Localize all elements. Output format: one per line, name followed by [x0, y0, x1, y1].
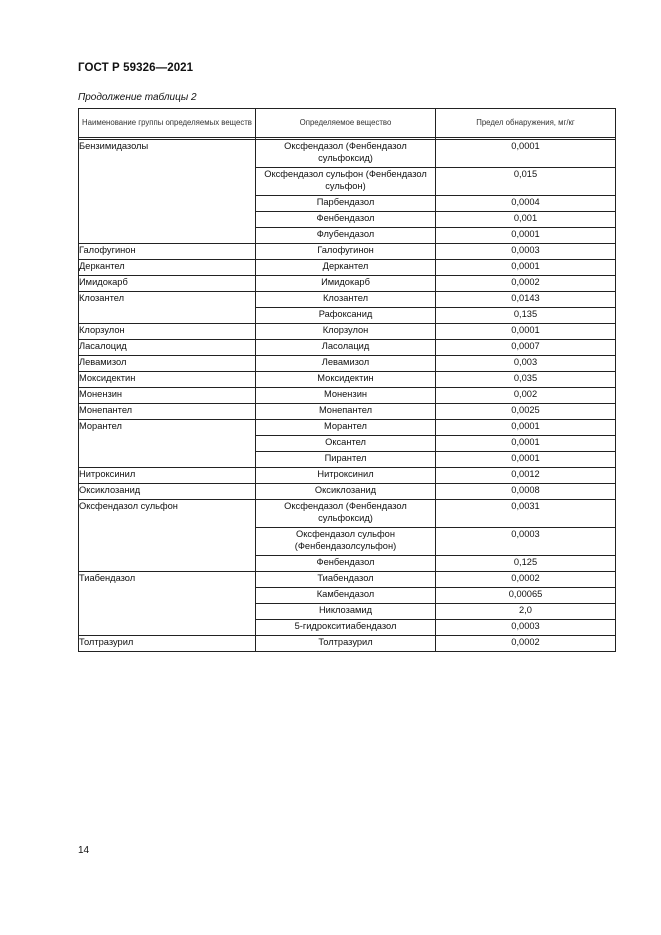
document-code: ГОСТ Р 59326—2021: [78, 62, 194, 74]
group-name-cell: Галофугинон: [79, 244, 256, 260]
detection-limit-cell: 0,00065: [436, 588, 616, 604]
detection-limit-cell: 0,002: [436, 388, 616, 404]
table-row: [79, 500, 616, 528]
detection-limits-table: [78, 108, 616, 652]
substance-cell: Парбендазол: [256, 196, 436, 212]
group-name-cell: Оксиклозанид: [79, 484, 256, 500]
detection-limit-cell: 0,0002: [436, 276, 616, 292]
detection-limit-cell: 0,0031: [436, 500, 616, 528]
table-row: [79, 260, 616, 276]
detection-limit-cell: 0,015: [436, 168, 616, 196]
substance-cell: Ласолацид: [256, 340, 436, 356]
substance-cell: Фенбендазол: [256, 556, 436, 572]
substance-cell: Имидокарб: [256, 276, 436, 292]
group-name-cell: Бензимидазолы: [79, 140, 256, 244]
table-row: [79, 372, 616, 388]
table-row: [79, 356, 616, 372]
column-header-group: Наименование группы определяемых веществ: [79, 109, 256, 138]
substance-cell: Морантел: [256, 420, 436, 436]
detection-limit-cell: 0,035: [436, 372, 616, 388]
substance-cell: Клорзулон: [256, 324, 436, 340]
group-name-cell: Тиабендазол: [79, 572, 256, 636]
detection-limit-cell: 0,135: [436, 308, 616, 324]
detection-limit-cell: 0,003: [436, 356, 616, 372]
table-row: [79, 468, 616, 484]
substance-cell: Нитроксинил: [256, 468, 436, 484]
group-name-cell: Ласалоцид: [79, 340, 256, 356]
substance-cell: Монепантел: [256, 404, 436, 420]
detection-limit-cell: 0,0001: [436, 420, 616, 436]
detection-limit-cell: 0,001: [436, 212, 616, 228]
substance-cell: Клозантел: [256, 292, 436, 308]
table-caption: Продолжение таблицы 2: [78, 92, 197, 103]
substance-cell: Никлозамид: [256, 604, 436, 620]
detection-limit-cell: 0,0002: [436, 636, 616, 652]
substance-cell: Галофугинон: [256, 244, 436, 260]
substance-cell: Флубендазол: [256, 228, 436, 244]
detection-limit-cell: 0,0001: [436, 260, 616, 276]
substance-cell: Оксфендазол сульфон (Фенбендазол сульфон): [256, 168, 436, 196]
group-name-cell: Морантел: [79, 420, 256, 468]
table-row: [79, 340, 616, 356]
table-row: [79, 140, 616, 168]
detection-limit-cell: 0,0001: [436, 228, 616, 244]
detection-limit-cell: 0,0012: [436, 468, 616, 484]
substance-cell: Оксиклозанид: [256, 484, 436, 500]
group-name-cell: Монензин: [79, 388, 256, 404]
table-row: [79, 244, 616, 260]
group-name-cell: Клозантел: [79, 292, 256, 324]
substance-cell: Деркантел: [256, 260, 436, 276]
substance-cell: Оксфендазол (Фенбендазол сульфоксид): [256, 500, 436, 528]
detection-limit-cell: 0,0003: [436, 244, 616, 260]
table-row: [79, 636, 616, 652]
substance-cell: 5-гидрокситиабендазол: [256, 620, 436, 636]
detection-limit-cell: 0,0008: [436, 484, 616, 500]
table-row: [79, 572, 616, 588]
detection-limit-cell: 0,0002: [436, 572, 616, 588]
group-name-cell: Оксфендазол сульфон: [79, 500, 256, 572]
detection-limit-cell: 2,0: [436, 604, 616, 620]
detection-limit-cell: 0,125: [436, 556, 616, 572]
table-header-row: [79, 109, 616, 138]
table-row: [79, 276, 616, 292]
substance-cell: Фенбендазол: [256, 212, 436, 228]
table-row: [79, 388, 616, 404]
substance-cell: Тиабендазол: [256, 572, 436, 588]
detection-limit-cell: 0,0001: [436, 140, 616, 168]
table-body: [79, 140, 616, 652]
detection-limit-cell: 0,0003: [436, 528, 616, 556]
substance-cell: Оксфендазол сульфон (Фенбендазолсульфон): [256, 528, 436, 556]
detection-limit-cell: 0,0143: [436, 292, 616, 308]
detection-limit-cell: 0,0001: [436, 436, 616, 452]
detection-limit-cell: 0,0003: [436, 620, 616, 636]
table-row: [79, 484, 616, 500]
group-name-cell: Монепантел: [79, 404, 256, 420]
table-row: [79, 404, 616, 420]
group-name-cell: Клорзулон: [79, 324, 256, 340]
substance-cell: Оксфендазол (Фенбендазол сульфоксид): [256, 140, 436, 168]
substance-cell: Камбендазол: [256, 588, 436, 604]
substance-cell: Пирантел: [256, 452, 436, 468]
column-header-limit: Предел обнаружения, мг/кг: [436, 109, 616, 138]
group-name-cell: Нитроксинил: [79, 468, 256, 484]
substance-cell: Монензин: [256, 388, 436, 404]
detection-limit-cell: 0,0004: [436, 196, 616, 212]
table-row: [79, 420, 616, 436]
group-name-cell: Имидокарб: [79, 276, 256, 292]
group-name-cell: Деркантел: [79, 260, 256, 276]
detection-limit-cell: 0,0001: [436, 452, 616, 468]
table-row: [79, 292, 616, 308]
substance-cell: Рафоксанид: [256, 308, 436, 324]
substance-cell: Моксидектин: [256, 372, 436, 388]
column-header-substance: Определяемое вещество: [256, 109, 436, 138]
detection-limit-cell: 0,0025: [436, 404, 616, 420]
substance-cell: Толтразурил: [256, 636, 436, 652]
group-name-cell: Толтразурил: [79, 636, 256, 652]
group-name-cell: Левамизол: [79, 356, 256, 372]
detection-limit-cell: 0,0001: [436, 324, 616, 340]
group-name-cell: Моксидектин: [79, 372, 256, 388]
substance-cell: Левамизол: [256, 356, 436, 372]
substance-cell: Оксантел: [256, 436, 436, 452]
page-number: 14: [78, 845, 90, 856]
detection-limit-cell: 0,0007: [436, 340, 616, 356]
table-row: [79, 324, 616, 340]
